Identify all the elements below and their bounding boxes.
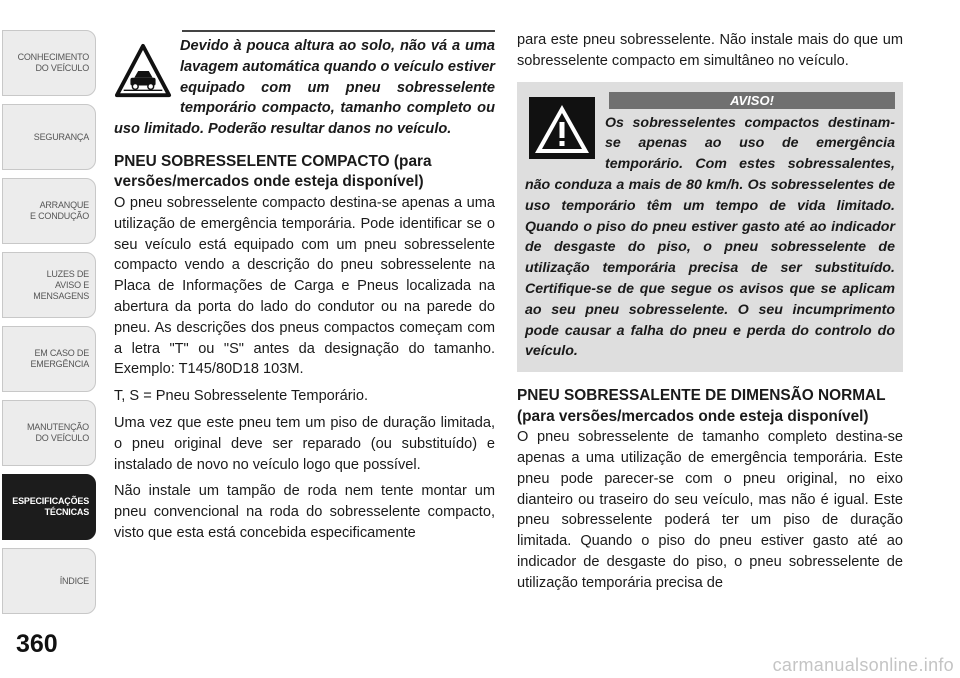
car-warning-triangle-icon <box>114 42 172 100</box>
tab-label: MANUTENÇÃO DO VEÍCULO <box>26 422 89 443</box>
tab-indice[interactable] <box>2 548 96 614</box>
tab-conhecimento[interactable] <box>2 30 96 96</box>
paragraph: Não instale um tampão de roda nem tente montar um pneu convencional na roda do sobresselente compacto, visto que esta está concebida especificamente <box>114 483 495 541</box>
tab-label: CONHECIMENTO DO VEÍCULO <box>17 52 89 73</box>
paragraph: O pneu sobresselente compacto destina-se apenas a uma utilização de emergência temporária. Pode identificar se o seu veículo está equipado com um pneu sobresselente compacto vendo a descrição do pneu sobresselente na Placa de Informações de Carga e Pneus localizada na abertura da porta do lado do condutor ou na parede do pneu. As descrições dos pneus compactos começam com a letra "T" ou "S" antes da designação do tamanho. Exemplo: T145/80D18 103M. <box>114 194 495 378</box>
aviso-text: Os sobresselentes compactos destinam-se apenas ao uso de emergência temporário. Com estes sobressalentes, não conduza a mais de 80 km/h. Os sobresselentes de uso temporário têm um tempo de vida limitado. Quando o piso do pneu estiver gasto até ao indicador de desgaste do piso, o pneu sobresselente de utilização temporária precisa de ser substituído. Certifique-se de que segue os avisos que se aplicam ao seu pneu sobresselente. O seu incumprimento pode causar a falha do pneu e perda do controlo do veículo. <box>525 114 895 360</box>
car-wash-warning <box>114 30 495 140</box>
tab-label: ÍNDICE <box>59 575 89 586</box>
tab-seguranca[interactable] <box>2 104 96 170</box>
tab-emergencia[interactable] <box>2 326 96 392</box>
tab-especificacoes[interactable] <box>2 474 96 540</box>
tab-label: EM CASO DE EMERGÊNCIA <box>30 348 89 369</box>
section-title-compact: PNEU SOBRESSELENTE COMPACTO (para versões/mercados onde esteja disponível) <box>114 152 432 191</box>
paragraph: para este pneu sobresselente. Não instale mais do que um sobresselente compacto em simultâneo no veículo. <box>517 32 903 69</box>
tab-label: ARRANQUE E CONDUÇÃO <box>29 200 89 221</box>
paragraph: T, S = Pneu Sobresselente Temporário. <box>114 388 369 405</box>
tab-label: ESPECIFICAÇÕES TÉCNICAS <box>12 496 89 517</box>
aviso-label: AVISO! <box>609 92 895 109</box>
left-column <box>114 30 495 544</box>
section-title-full-size: PNEU SOBRESSALENTE DE DIMENSÃO NORMAL (para versões/mercados onde esteja disponível) <box>517 387 886 425</box>
tab-label: SEGURANÇA <box>33 131 89 142</box>
paragraph: O pneu sobresselente de tamanho completo destina-se apenas a uma utilização de emergência temporária. Este pneu pode parecer-se com o pneu original, no eixo dianteiro ou traseiro do seu veículo, mas não é igual. Este pneu sobresselente poderá ter um piso de duração limitada. Quando o piso do pneu estiver gasto até ao indicador de desgaste do piso, o pneu sobresselente de utilização temporária precisa de <box>517 429 903 591</box>
tab-arranque[interactable] <box>2 178 96 244</box>
page-number: 360 <box>16 630 58 658</box>
warning-triangle-icon <box>529 97 595 159</box>
chapter-tabs <box>0 0 104 678</box>
aviso-box <box>517 82 903 373</box>
tab-label: LUZES DE AVISO E MENSAGENS <box>33 268 89 301</box>
paragraph: Uma vez que este pneu tem um piso de duração limitada, o pneu original deve ser reparado (ou substituído) e instalado de novo no veículo logo que possível. <box>114 414 495 473</box>
watermark: carmanualsonline.info <box>772 655 954 675</box>
right-column <box>517 30 903 594</box>
warning-rule <box>182 30 495 32</box>
tab-manutencao[interactable] <box>2 400 96 466</box>
tab-luzes[interactable] <box>2 252 96 318</box>
warning-text: Devido à pouca altura ao solo, não vá a uma lavagem automática quando o veículo estiver equipado com um pneu sobresselente temporário compacto, tamanho completo ou uso limitado. Poderão resultar danos no veículo. <box>114 38 495 138</box>
